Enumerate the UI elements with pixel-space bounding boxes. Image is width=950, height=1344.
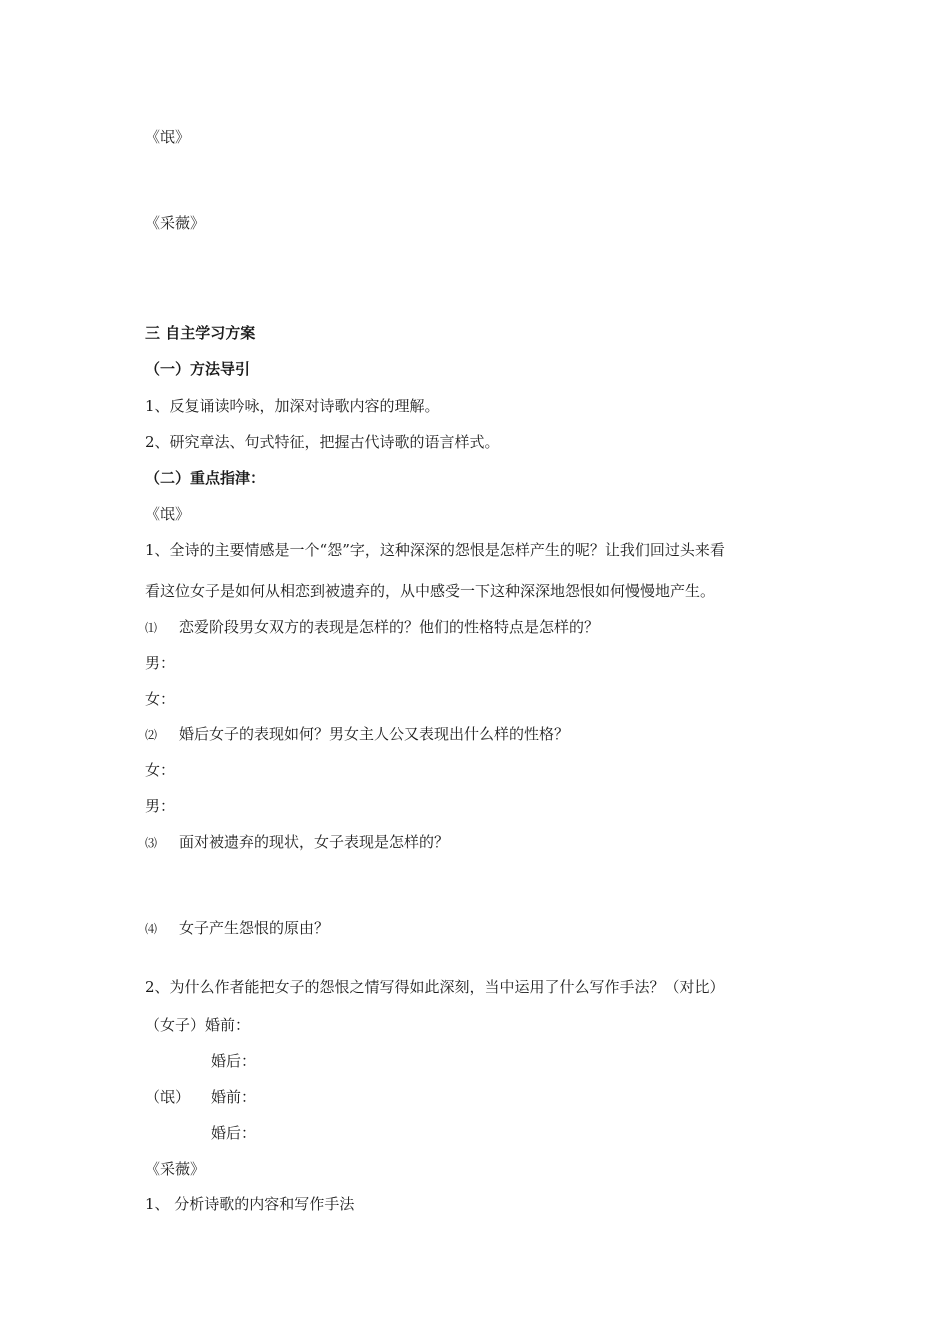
method-heading: （一）方法导引	[145, 360, 251, 378]
male-label: 男：	[145, 654, 176, 672]
mang-sub2	[145, 724, 569, 745]
mang-subtitle: 《氓》	[145, 505, 191, 523]
mang-label: （氓）	[145, 1088, 191, 1106]
woman-label: （女子）	[145, 1016, 206, 1034]
caiwei-subtitle: 《采薇》	[145, 1160, 206, 1178]
woman-before: 婚前：	[205, 1016, 251, 1034]
section-heading: 三 自主学习方案	[145, 324, 256, 342]
sub2-number: ⑵	[145, 728, 158, 742]
sub3-text: 面对被遗弃的现状，女子表现是怎样的？	[179, 833, 450, 851]
mang-q1-line2: 看这位女子是如何从相恋到被遗弃的，从中感受一下这种深深地怨恨如何慢慢地产生。	[145, 582, 716, 600]
mang-before: 婚前：	[211, 1088, 257, 1106]
sub1-number: ⑴	[145, 621, 158, 635]
sub3-number: ⑶	[145, 836, 158, 850]
mang-q1-line1: 1、全诗的主要情感是一个“怨”字，这种深深的怨恨是怎样产生的呢？让我们回过头来看	[145, 541, 725, 559]
mang-after: 婚后：	[211, 1124, 257, 1142]
male-label-2: 男：	[145, 797, 176, 815]
female-label: 女：	[145, 690, 176, 708]
woman-before-row	[145, 1015, 250, 1035]
sub1-text: 恋爱阶段男女双方的表现是怎样的？他们的性格特点是怎样的？	[179, 618, 600, 636]
poem-title-mang: 《氓》	[145, 128, 191, 146]
woman-after: 婚后：	[211, 1052, 257, 1070]
female-label-2: 女：	[145, 761, 176, 779]
mang-sub1	[145, 617, 599, 638]
sub4-number: ⑷	[145, 922, 158, 936]
method-item-1: 1、反复诵读吟咏，加深对诗歌内容的理解。	[145, 397, 440, 415]
sub2-text: 婚后女子的表现如何？男女主人公又表现出什么样的性格？	[179, 725, 570, 743]
caiwei-q1: 1、 分析诗歌的内容和写作手法	[145, 1195, 355, 1213]
sub4-text: 女子产生怨恨的原由？	[179, 919, 330, 937]
mang-sub4	[145, 918, 329, 939]
poem-title-caiwei: 《采薇》	[145, 214, 206, 232]
method-item-2: 2、研究章法、句式特征，把握古代诗歌的语言样式。	[145, 433, 500, 451]
mang-q2: 2、为什么作者能把女子的怨恨之情写得如此深刻，当中运用了什么写作手法？（对比）	[145, 978, 725, 996]
mang-sub3	[145, 832, 449, 853]
key-points-heading: （二）重点指津：	[145, 469, 266, 487]
